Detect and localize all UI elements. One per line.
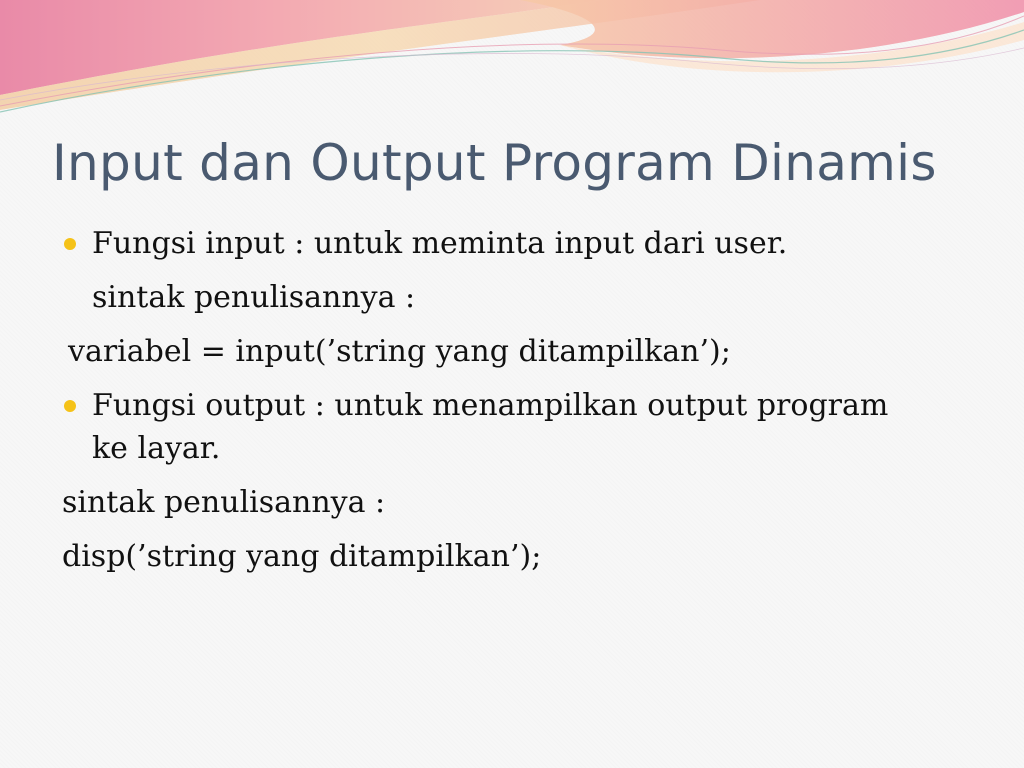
bullet-text-output: Fungsi output : untuk menampilkan output program [92,388,889,423]
bullet-text-output-continuation: ke layar. [92,431,221,466]
bullet-text-input: Fungsi input : untuk meminta input dari user. [92,226,788,261]
output-syntax-code: disp(’string yang ditampilkan’); [62,539,542,574]
bullet-icon [64,400,76,412]
input-syntax-code: variabel = input(’string yang ditampilkan’); [68,334,731,369]
output-syntax-label: sintak penulisannya : [62,485,386,520]
slide-title: Input dan Output Program Dinamis [52,134,937,192]
bullet-icon [64,238,76,250]
input-syntax-label: sintak penulisannya : [92,280,416,315]
